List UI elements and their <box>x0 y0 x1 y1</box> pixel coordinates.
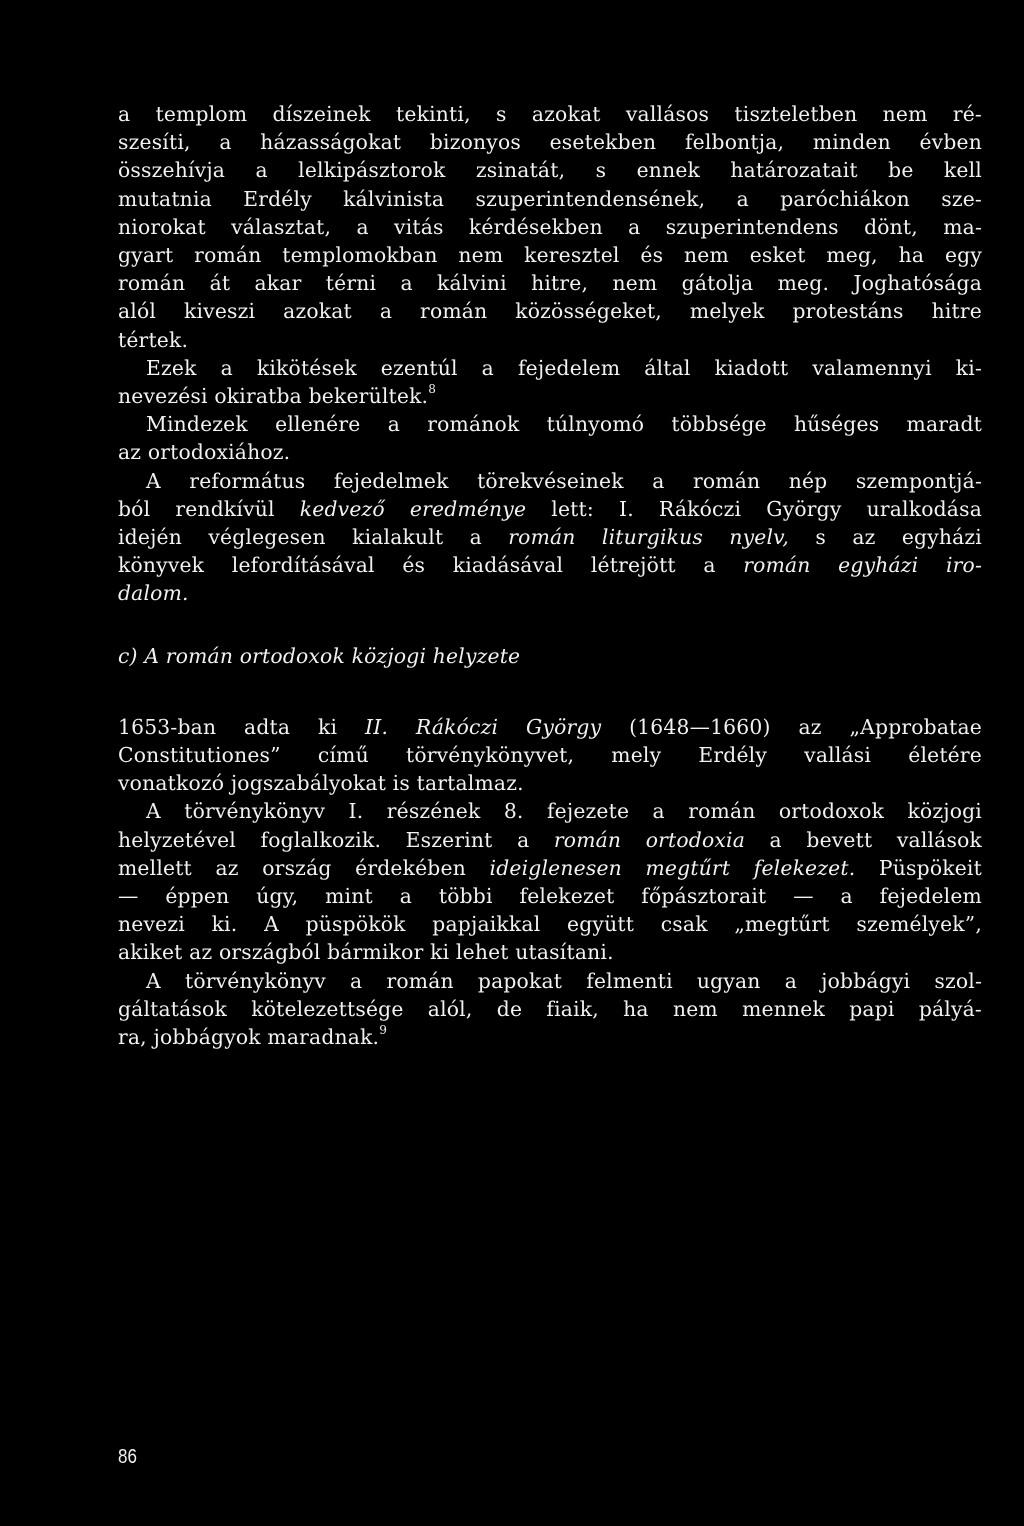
spacer <box>118 670 982 713</box>
text-line: gyart román templomokban nem keresztel és nem esket meg, ha egy <box>118 243 982 268</box>
emphasis: kedvező eredménye <box>299 496 527 521</box>
text-line <box>118 854 982 882</box>
paragraph-6 <box>118 797 982 966</box>
paragraph-7 <box>118 967 982 1052</box>
text-line <box>118 523 982 551</box>
text-run: 1653-ban adta ki <box>118 714 366 739</box>
text-run: könyvek lefordításával és kiadásával létrejött a <box>118 553 744 578</box>
emphasis: ideiglenesen megtűrt felekezet. <box>489 855 856 880</box>
footnote-marker: 9 <box>379 1023 388 1038</box>
text-line: összehívja a lelkipásztorok zsinatát, s ennek határozatait be kell <box>118 158 982 183</box>
text-line: nevezi ki. A püspökök papjaikkal együtt csak „megtűrt személyek”, <box>118 912 982 937</box>
text-line: dalom. <box>118 581 189 606</box>
text-run: nevezési okiratba bekerültek. <box>118 384 429 409</box>
emphasis: román liturgikus nyelv, <box>508 525 790 550</box>
text-run: ra, jobbágyok maradnak. <box>118 1025 380 1050</box>
text-run: ból rendkívül <box>118 496 300 521</box>
text-line <box>118 826 982 854</box>
text-line: Ezek a kikötések ezentúl a fejedelem által kiadott valamennyi ki- <box>146 355 982 380</box>
emphasis: román egyházi iro- <box>743 553 982 578</box>
paragraph-2 <box>118 354 982 410</box>
text-line: gáltatások kötelezettsége alól, de fiaik, ha nem mennek papi pályá- <box>118 996 982 1021</box>
page-body <box>118 100 982 1051</box>
text-line: Constitutiones” című törvénykönyvet, mely Erdély vallási életére <box>118 743 982 768</box>
page-number: 86 <box>118 1446 137 1468</box>
paragraph-1 <box>118 100 982 354</box>
text-run: (1648—1660) az „Approbatae <box>601 714 983 739</box>
text-line: A törvénykönyv I. részének 8. fejezete a román ortodoxok közjogi <box>146 799 982 824</box>
text-line: A református fejedelmek törekvéseinek a román nép szempontjá- <box>146 468 982 493</box>
text-line: tértek. <box>118 327 189 352</box>
text-run: a bevett vallások <box>745 827 982 852</box>
text-line: Mindezek ellenére a románok túlnyomó többsége hűséges maradt <box>146 412 982 437</box>
emphasis: román ortodoxia <box>553 827 746 852</box>
text-line <box>118 495 982 523</box>
text-line: román át akar térni a kálvini hitre, nem gátolja meg. Joghatósága <box>118 271 982 296</box>
text-line: a templom díszeinek tekinti, s azokat vallásos tiszteletben nem ré- <box>118 102 982 126</box>
text-line: akiket az országból bármikor ki lehet utasítani. <box>118 940 614 965</box>
text-line: — éppen úgy, mint a többi felekezet főpásztorait — a fejedelem <box>118 884 982 909</box>
text-line: vonatkozó jogszabályokat is tartalmaz. <box>118 771 524 796</box>
text-run: idején véglegesen kialakult a <box>118 525 509 550</box>
text-line: A törvénykönyv a román papokat felmenti ugyan a jobbágyi szol- <box>146 968 982 993</box>
text-run: helyzetével foglalkozik. Eszerint a <box>118 827 554 852</box>
text-run: lett: I. Rákóczi György uralkodása <box>526 496 982 521</box>
text-line: szesíti, a házasságokat bizonyos esetekben felbontja, minden évben <box>118 130 982 155</box>
text-line <box>118 1023 982 1051</box>
text-line: mutatnia Erdély kálvinista szuperintendensének, a paróchiákon sze- <box>118 186 982 211</box>
paragraph-5 <box>118 713 982 798</box>
section-heading: c) A román ortodoxok közjogi helyzete <box>118 643 521 668</box>
text-line <box>118 713 982 741</box>
text-run: mellett az ország érdekében <box>118 855 490 880</box>
text-line: alól kiveszi azokat a román közösségeket, melyek protestáns hitre <box>118 299 982 324</box>
text-line <box>118 382 982 410</box>
text-line: niorokat választat, a vitás kérdésekben a szuperintendens dönt, ma- <box>118 214 982 239</box>
paragraph-4 <box>118 467 982 608</box>
footnote-marker: 8 <box>428 382 437 397</box>
text-line: az ortodoxiához. <box>118 440 291 465</box>
text-run: Püspökeit <box>855 855 982 880</box>
text-run: s az egyházi <box>789 525 982 550</box>
paragraph-3 <box>118 410 982 466</box>
emphasis: II. Rákóczi György <box>365 714 602 739</box>
text-line <box>118 551 982 579</box>
